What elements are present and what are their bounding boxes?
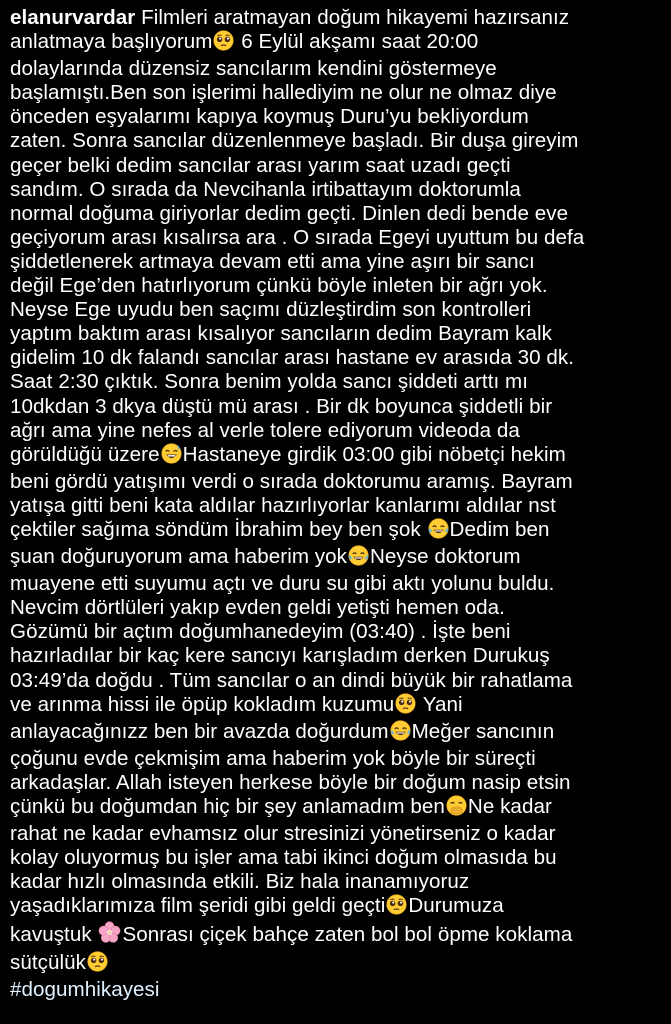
caption-line: ağrı ama yine nefes al verle tolere ediyorum videoda da <box>10 418 520 442</box>
caption-line: 10dkdan 3 dkya düştü mü arası . Bir dk boyunca şiddetli bir <box>10 394 553 418</box>
caption-line: kavuştuk Sonrası çiçek bahçe zaten bol bol öpme koklama <box>10 921 665 950</box>
caption-line: geçer belki dedim sancılar arası yarım saat uzadı geçti <box>10 153 511 177</box>
post-caption <box>10 6 665 1002</box>
caption-line: zaten. Sonra sancılar düzenlenmeye başladı. Bir duşa gireyim <box>10 129 579 153</box>
caption-line: yaptım baktım arası kısalıyor sancıların dedim Bayram kalk <box>10 322 552 346</box>
caption-line: Saat 2:30 çıktık. Sonra benim yolda sancı şiddeti arttı mı <box>10 370 528 394</box>
caption-line: ve arınma hissi ile öpüp kokladım kuzumu Yani <box>10 693 665 720</box>
caption-line: şuan doğuruyorum ama haberim yok Neyse doktorum <box>10 545 665 572</box>
pleading-face-icon <box>386 894 407 921</box>
caption-line: yatışa gitti beni kata aldılar hazırlıyorlar kanlarımı aldılar nst <box>10 493 556 517</box>
caption-line: başlamıştı.Ben son işlerimi hallediyim ne olur ne olmaz diye <box>10 81 557 105</box>
username-link[interactable]: elanurvardar <box>10 6 136 29</box>
tears-of-joy-face-icon <box>348 545 369 572</box>
caption-line: değil Ege’den hatırlıyorum çünkü böyle inleten bir ağrı yok. <box>10 274 548 298</box>
caption-line: Nevcim dörtlüleri yakıp evden geldi yetişti hemen oda. <box>10 596 505 620</box>
caption-line: kadar hızlı olmasında etkili. Biz hala inanamıyoruz <box>10 870 470 894</box>
grinning-sweat-face-icon <box>161 443 182 470</box>
caption-line: anlayacağınızz ben bir avazda doğurdum Meğer sancının <box>10 720 665 747</box>
caption-line: geçiyorum arası kısalırsa ara . O sırada Egeyi uyuttum bu defa <box>10 225 585 249</box>
caption-line: muayene etti suyumu açtı ve duru su gibi aktı yolunu buldu. <box>10 572 555 596</box>
caption-line: çoğunu evde çekmişim ama haberim yok böyle bir süreçti <box>10 746 536 770</box>
caption-line: sandım. O sırada da Nevcihanla irtibattayım doktorumla <box>10 177 521 201</box>
caption-line: elanurvardar Filmleri aratmayan doğum hikayemi hazırsanız <box>10 6 570 29</box>
caption-line: arkadaşlar. Allah isteyen herkese böyle bir doğum nasip etsin <box>10 770 571 794</box>
caption-line: çünkü bu doğumdan hiç bir şey anlamadım ben Ne kadar <box>10 795 665 822</box>
pleading-face-icon <box>87 951 108 978</box>
cherry-blossom-icon <box>98 921 121 950</box>
caption-line: görüldüğü üzere Hastaneye girdik 03:00 gibi nöbetçi hekim <box>10 443 665 470</box>
tears-of-joy-face-icon <box>390 720 411 747</box>
caption-line: rahat ne kadar evhamsız olur stresinizi yönetirseniz o kadar <box>10 822 556 846</box>
caption-line: çektiler sağıma söndüm İbrahim bey ben şok Dedim ben <box>10 518 665 545</box>
caption-line: Gözümü bir açtım doğumhanedeyim (03:40) . İşte beni <box>10 620 511 644</box>
caption-line: sütçülük <box>10 951 665 978</box>
caption-line: önceden eşyalarımı kapıya koymuş Duru’yu bekliyordum <box>10 105 529 129</box>
caption-line: beni gördü yatışımı verdi o sırada doktorumu aramış. Bayram <box>10 469 573 493</box>
hashtag-link[interactable]: #dogumhikayesi <box>10 977 160 1001</box>
caption-line: Neyse Ege uyudu ben saçımı düzleştirdim son kontrolleri <box>10 298 532 322</box>
caption-text <box>10 6 665 978</box>
caption-line: hazırladılar bir kaç kere sancıyı karışladım derken Durukuş <box>10 644 550 668</box>
tears-of-joy-face-icon <box>428 518 449 545</box>
face-with-hand-over-mouth-icon <box>446 795 467 822</box>
caption-line: gidelim 10 dk falandı sancılar arası hastane ev arasıda 30 dk. <box>10 346 575 370</box>
caption-line: yaşadıklarımıza film şeridi gibi geldi geçti Durumuza <box>10 894 665 921</box>
caption-line: 03:49’da doğdu . Tüm sancılar o an dindi büyük bir rahatlama <box>10 668 573 692</box>
caption-line: kolay oluyormuş bu işler ama tabi ikinci doğum olmasıda bu <box>10 846 557 870</box>
pleading-face-icon <box>395 693 416 720</box>
caption-line: normal doğuma giriyorlar dedim geçti. Dinlen dedi bende eve <box>10 201 569 225</box>
caption-line: şiddetlenerek artmaya devam etti ama yine aşırı bir sancı <box>10 249 535 273</box>
caption-line: anlatmaya başlıyorum 6 Eylül akşamı saat 20:00 <box>10 30 665 57</box>
caption-line: dolaylarında düzensiz sancılarım kendini göstermeye <box>10 57 497 81</box>
pleading-face-icon <box>213 30 234 57</box>
